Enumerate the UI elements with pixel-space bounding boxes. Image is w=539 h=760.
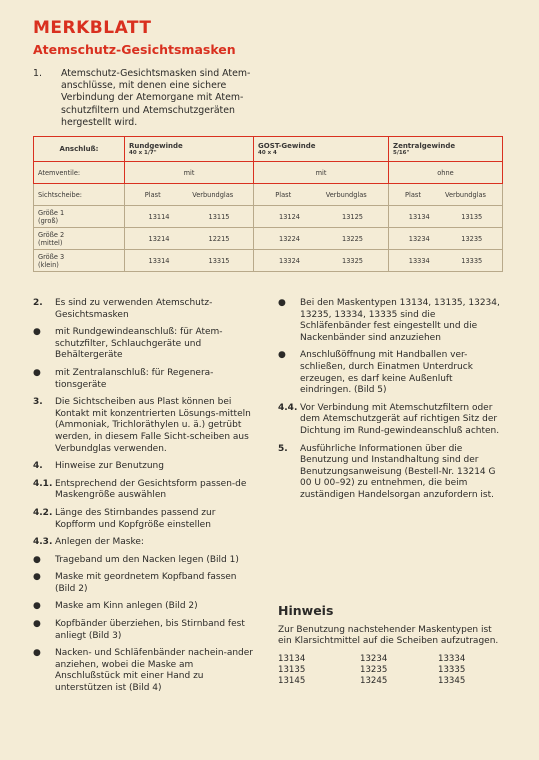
- list-item: [33, 648, 253, 694]
- cell-gost: [254, 206, 389, 228]
- item-marker: 3.: [33, 397, 43, 408]
- row-label: [34, 206, 125, 228]
- bullet-icon: ●: [33, 554, 41, 565]
- cell-zentral: [389, 206, 503, 228]
- sicht-zentral-b: Verbundglas: [444, 190, 486, 199]
- item-marker: 4.2.: [33, 507, 53, 518]
- sicht-gost-b: Verbundglas: [325, 190, 367, 199]
- hinweis-codes: [278, 654, 503, 687]
- table-header-row: [34, 137, 503, 162]
- item-text: Bei den Maskentypen 13134, 13135, 13234, 13235, 13334, 13335 sind die Schläfenbänder fest eingestellt und die Nackenbänder sind anzuziehen: [300, 298, 500, 343]
- code-cell: 13235: [461, 234, 483, 243]
- code-cell: 13214: [148, 234, 170, 243]
- list-item: [33, 327, 253, 362]
- sicht-gost: [254, 184, 389, 206]
- item-marker: 4.: [33, 461, 43, 472]
- hinweis-text: Zur Benutzung nachstehender Maskentypen ist ein Klarsichtmittel auf die Scheiben aufzutragen.: [278, 624, 499, 647]
- code-cell: 13334: [438, 653, 466, 664]
- list-item: [33, 397, 253, 455]
- header-zentral-sub: 5/16": [393, 150, 410, 156]
- cell-rund: [125, 250, 254, 272]
- item-marker: 4.1.: [33, 478, 53, 489]
- code-cell: 13135: [278, 664, 306, 675]
- header-rund-label: Rundgewinde: [129, 142, 183, 150]
- list-item: [278, 444, 503, 502]
- bullet-icon: ●: [33, 619, 41, 630]
- size-desc: (klein): [38, 260, 59, 269]
- list-item: [33, 572, 253, 595]
- item-text: Nacken- und Schläfenbänder nachein-ander anziehen, wobei die Maske am Anschlußstück mit einer Hand zu unterstützen ist (Bild 4): [55, 648, 253, 694]
- size-desc: (groß): [38, 216, 59, 225]
- hinweis-section: [278, 605, 503, 687]
- item-text: Anschlußöffnung mit Handballen ver-schließen, durch Einatmen Unterdruck erzeugen, es darf keine Außenluft eindringen. (Bild 5): [300, 350, 473, 396]
- intro-text: Atemschutz-Gesichtsmasken sind Atem-anschlüsse, mit denen eine sichere Verbindung der Atemorgane mit Atem-schutzfiltern und Atemschutzgeräten hergestellt wird.: [61, 68, 251, 128]
- code-cell: 13145: [278, 675, 306, 686]
- sicht-rund-a: Plast: [144, 190, 161, 199]
- sicht-label: Sichtscheibe:: [34, 184, 125, 206]
- code-cell: 13115: [208, 212, 230, 221]
- code-cell: 13235: [360, 664, 388, 675]
- list-item: [33, 619, 253, 642]
- cell-rund: [125, 206, 254, 228]
- list-item: [278, 350, 503, 396]
- code-cell: 13134: [408, 212, 430, 221]
- table-row-atemventile: [34, 162, 503, 184]
- table-row: [34, 206, 503, 228]
- ventile-zentral: ohne: [389, 162, 503, 184]
- bullet-icon: ●: [278, 350, 286, 361]
- ventile-gost: mit: [254, 162, 389, 184]
- intro-paragraph: [33, 68, 273, 129]
- item-text: mit Rundgewindeanschluß: für Atem-schutzfilter, Schlauchgeräte und Behältergeräte: [55, 327, 223, 361]
- header-zentral-label: Zentralgewinde: [393, 142, 456, 150]
- bullet-icon: ●: [33, 601, 41, 612]
- header-rundgewinde: [125, 137, 254, 162]
- item-marker: 2.: [33, 298, 43, 308]
- code-cell: 13224: [279, 234, 300, 243]
- sicht-rund: [125, 184, 254, 206]
- code-cell: 13125: [342, 212, 363, 221]
- ventile-rund: mit: [125, 162, 254, 184]
- code-cell: 13245: [360, 675, 388, 686]
- table-row: [34, 250, 503, 272]
- mask-type-table: [33, 136, 503, 272]
- item-text: Hinweise zur Benutzung: [55, 461, 164, 472]
- code-cell: 13325: [342, 256, 363, 265]
- header-rund-sub: 40 x 1/7": [129, 150, 157, 156]
- code-cell: 13334: [408, 256, 430, 265]
- size-name: Größe 3: [38, 252, 65, 261]
- list-item: [33, 298, 253, 321]
- bullet-icon: ●: [33, 327, 41, 338]
- item-marker: 4.3.: [33, 537, 53, 548]
- sicht-zentral: [389, 184, 503, 206]
- cell-gost: [254, 228, 389, 250]
- item-text: Maske am Kinn anlegen (Bild 2): [55, 601, 198, 612]
- item-text: Vor Verbindung mit Atemschutzfiltern oder dem Atemschutzgerät auf richtigen Sitz der Dichtung im Rund-gewindeanschluß achten.: [300, 402, 500, 436]
- code-cell: 13234: [360, 653, 388, 664]
- bullet-icon: ●: [278, 298, 286, 308]
- ventile-label: Atemventile:: [34, 162, 125, 184]
- list-item: [33, 461, 253, 473]
- bullet-icon: ●: [33, 572, 41, 583]
- cell-zentral: [389, 228, 503, 250]
- code-cell: 13335: [461, 256, 483, 265]
- code-cell: 13335: [438, 664, 466, 675]
- sicht-zentral-a: Plast: [405, 190, 421, 199]
- code-cell: 13114: [148, 212, 170, 221]
- item-text: Kopfbänder überziehen, bis Stirnband fest anliegt (Bild 3): [55, 619, 245, 641]
- item-marker: 5.: [278, 443, 288, 454]
- code-cell: 13124: [279, 212, 300, 221]
- list-item: [278, 298, 503, 344]
- item-text: Trageband um den Nacken legen (Bild 1): [55, 554, 239, 565]
- code-cell: 13225: [342, 234, 363, 243]
- list-item: [33, 537, 253, 549]
- code-cell: 13345: [438, 675, 466, 686]
- item-text: Entsprechend der Gesichtsform passen-de Maskengröße auswählen: [55, 478, 247, 501]
- code-cell: 13134: [278, 653, 306, 664]
- cell-zentral: [389, 250, 503, 272]
- item-marker: 4.4.: [278, 402, 298, 413]
- header-anschluss: Anschluß:: [34, 137, 125, 162]
- header-zentral: [389, 137, 503, 162]
- size-name: Größe 2: [38, 230, 65, 239]
- list-item: [278, 403, 503, 438]
- left-column: [33, 298, 253, 701]
- list-item: [33, 601, 253, 613]
- item-text: Maske mit geordnetem Kopfband fassen (Bild 2): [55, 572, 237, 594]
- row-label: [34, 250, 125, 272]
- list-item: [33, 368, 253, 391]
- code-cell: 12215: [208, 234, 230, 243]
- hinweis-title: Hinweis: [278, 603, 334, 618]
- code-cell: 13324: [279, 256, 300, 265]
- item-text: Ausführliche Informationen über die Benutzung und Instandhaltung sind der Benutzungsanweisung (Bestell-Nr. 13214 G 00 U 00–92) zu entnehmen, die beim zuständigen Handelsorgan anzufordern ist.: [300, 443, 496, 500]
- cell-rund: [125, 228, 254, 250]
- table-row: [34, 228, 503, 250]
- list-item: [33, 555, 253, 567]
- item-text: Anlegen der Maske:: [55, 537, 144, 548]
- page-title: MERKBLATT: [33, 18, 152, 38]
- item-text: Die Sichtscheiben aus Plast können bei Kontakt mit konzentrierten Lösungs-mitteln (Ammoniak, Trichloräthylen u. ä.) getrübt werden, in diesem Falle Sicht-scheiben aus Verbundglas verwenden.: [55, 397, 251, 454]
- size-desc: (mittel): [38, 238, 63, 247]
- right-column: [278, 298, 503, 508]
- sicht-gost-a: Plast: [275, 190, 292, 199]
- code-cell: 13315: [208, 256, 230, 265]
- header-gost-label: GOST-Gewinde: [258, 142, 316, 150]
- bullet-icon: ●: [33, 367, 41, 378]
- cell-gost: [254, 250, 389, 272]
- size-name: Größe 1: [38, 208, 65, 217]
- item-text: mit Zentralanschluß: für Regenera-tionsgeräte: [55, 367, 214, 390]
- code-cell: 13234: [408, 234, 430, 243]
- sicht-rund-b: Verbundglas: [192, 190, 234, 199]
- header-gost-sub: 40 x 4: [258, 150, 277, 156]
- bullet-icon: ●: [33, 648, 41, 659]
- item-text: Es sind zu verwenden Atemschutz-Gesichtsmasken: [55, 298, 213, 320]
- page-subtitle: Atemschutz-Gesichtsmasken: [33, 42, 236, 57]
- list-item: [33, 508, 253, 531]
- code-cell: 13135: [461, 212, 483, 221]
- row-label: [34, 228, 125, 250]
- list-item: [33, 479, 253, 502]
- code-cell: 13314: [148, 256, 170, 265]
- header-gost: [254, 137, 389, 162]
- item-text: Länge des Stirnbandes passend zur Kopfform und Kopfgröße einstellen: [55, 507, 216, 530]
- intro-number: 1.: [33, 68, 42, 79]
- table-row-sichtscheibe: [34, 184, 503, 206]
